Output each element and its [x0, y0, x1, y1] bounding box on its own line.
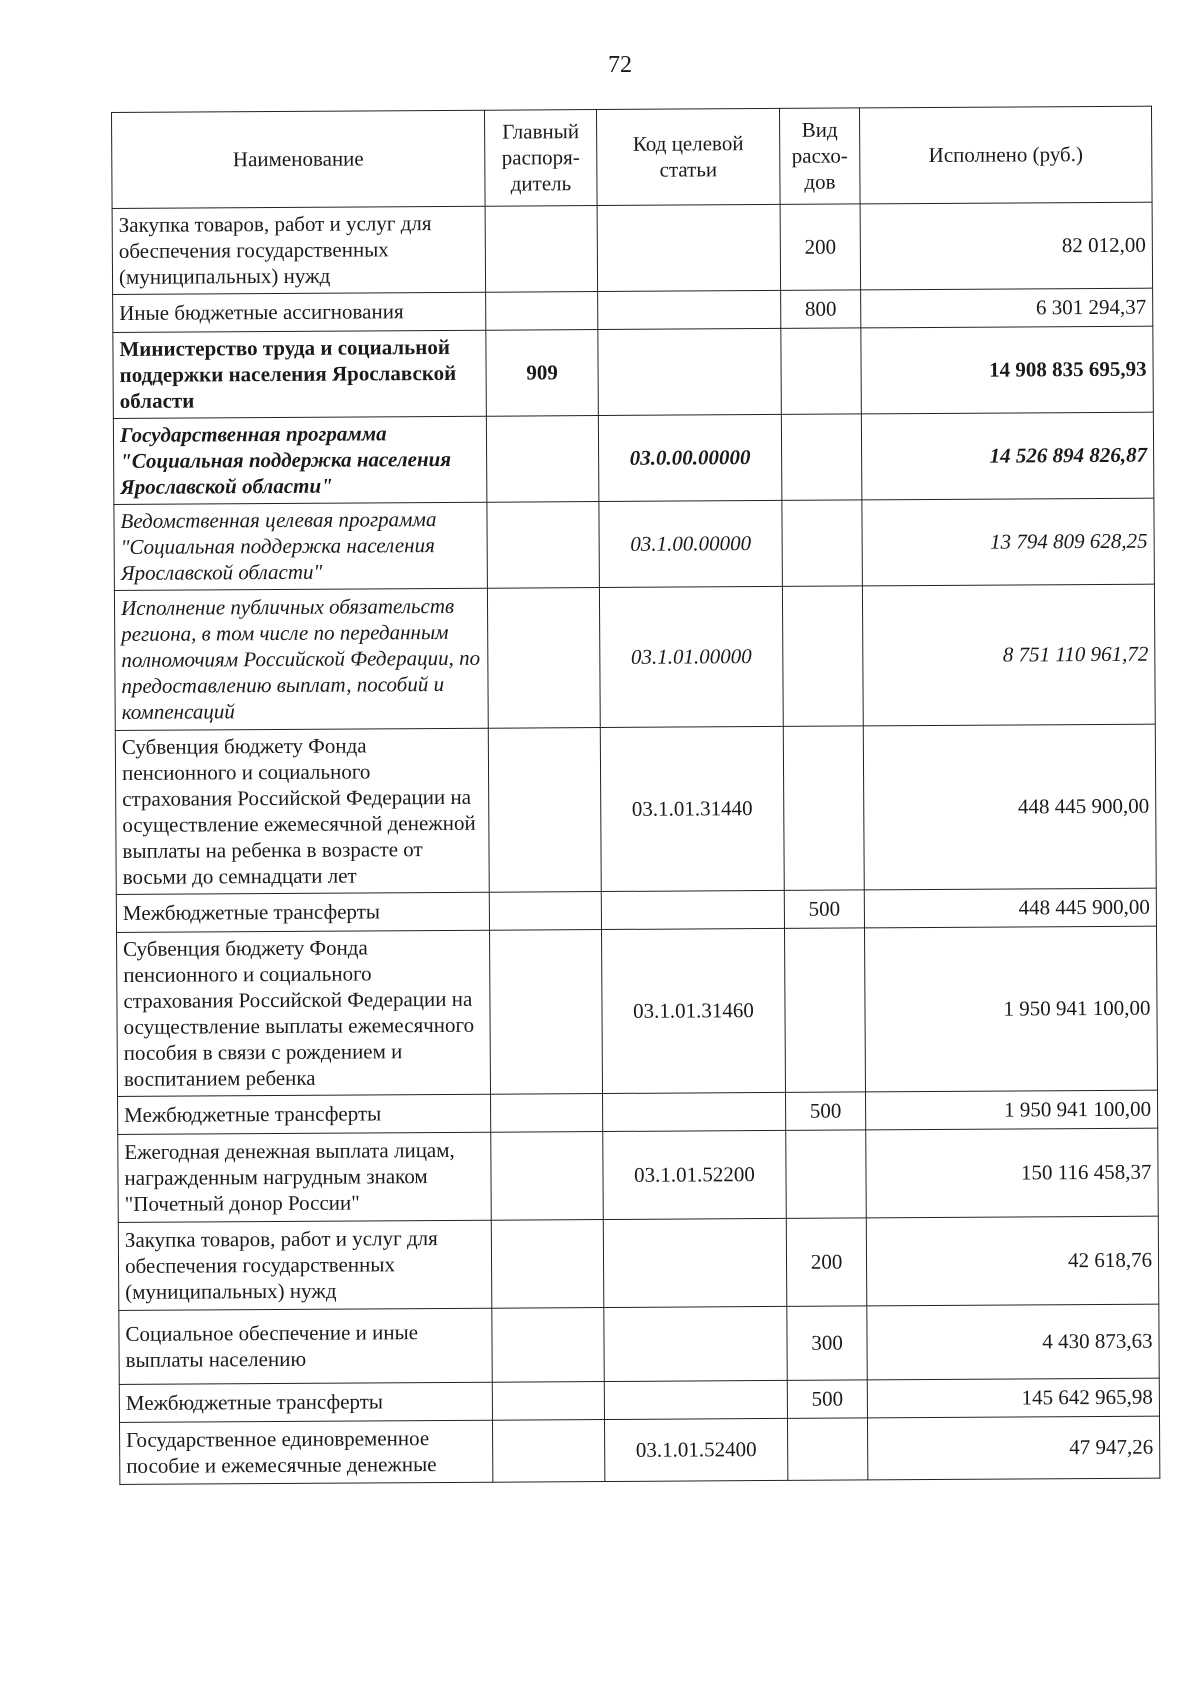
row-executed-cell: 448 445 900,00 — [864, 888, 1156, 928]
row-admin-cell: 909 — [486, 330, 599, 417]
row-name-cell: Субвенция бюджету Фонда пенсионного и социального страхования Российской Федерации на осуществление выплаты ежемесячного пособия в связи с рождением и воспитанием ребенка — [117, 930, 491, 1096]
row-admin-cell — [488, 728, 601, 893]
row-name-cell: Межбюджетные трансферты — [118, 1094, 491, 1134]
table-body — [112, 202, 1160, 1484]
row-executed-cell: 14 908 835 695,93 — [861, 326, 1154, 414]
table-row — [114, 584, 1155, 730]
row-name-cell: Закупка товаров, работ и услуг для обеспечения государственных (муниципальных) нужд — [112, 206, 486, 294]
row-executed-cell: 14 526 894 826,87 — [861, 412, 1154, 500]
table-row — [119, 1304, 1159, 1384]
row-name-cell: Министерство труда и социальной поддержки населения Ярославской области — [113, 330, 487, 418]
header-name: Наименование — [112, 110, 486, 208]
table-row — [113, 288, 1153, 332]
row-name-cell: Закупка товаров, работ и услуг для обеспечения государственных (муниципальных) нужд — [118, 1220, 492, 1310]
row-type-cell — [782, 500, 863, 586]
row-type-cell — [783, 726, 864, 890]
row-code-cell: 03.1.01.00000 — [599, 586, 783, 727]
table-row — [115, 724, 1156, 894]
row-admin-cell — [491, 1094, 603, 1133]
row-executed-cell: 1 950 941 100,00 — [865, 1090, 1157, 1130]
row-executed-cell: 47 947,26 — [867, 1416, 1159, 1480]
row-type-cell: 800 — [781, 290, 861, 328]
row-executed-cell: 8 751 110 961,72 — [862, 584, 1155, 726]
table-header-row — [112, 106, 1153, 208]
row-name-cell: Государственная программа "Социальная поддержка населения Ярославской области" — [113, 416, 487, 504]
row-name-cell: Государственное единовременное пособие и ежемесячные денежные — [120, 1420, 493, 1484]
row-code-cell: 03.1.01.31440 — [600, 726, 784, 891]
table-row — [114, 498, 1155, 590]
row-executed-cell: 1 950 941 100,00 — [864, 926, 1157, 1092]
header-executed: Исполнено (руб.) — [859, 106, 1152, 204]
row-type-cell: 300 — [787, 1306, 867, 1380]
row-type-cell: 200 — [780, 204, 861, 290]
table-row — [120, 1416, 1160, 1484]
row-executed-cell: 150 116 458,37 — [866, 1128, 1159, 1218]
row-executed-cell: 13 794 809 628,25 — [862, 498, 1155, 586]
row-code-cell — [604, 1380, 787, 1419]
row-executed-cell: 4 430 873,63 — [867, 1304, 1159, 1380]
row-admin-cell — [485, 206, 598, 293]
row-admin-cell — [486, 292, 598, 331]
row-type-cell: 500 — [787, 1380, 867, 1418]
row-name-cell: Исполнение публичных обязательств региона, в том числе по переданным полномочиям Российской Федерации, по предоставлению выплат, пособий и компенсаций — [114, 588, 488, 730]
table-row — [116, 888, 1156, 932]
table-row — [113, 326, 1154, 418]
row-admin-cell — [491, 1220, 604, 1309]
row-code-cell: 03.0.00.00000 — [598, 414, 782, 501]
row-executed-cell: 448 445 900,00 — [863, 724, 1156, 890]
row-name-cell: Социальное обеспечение и иные выплаты населению — [119, 1308, 492, 1384]
table-row — [113, 412, 1154, 504]
row-code-cell: 03.1.01.31460 — [602, 928, 786, 1093]
row-code-cell — [603, 1092, 786, 1131]
table-row — [118, 1128, 1159, 1222]
row-executed-cell: 42 618,76 — [866, 1216, 1159, 1306]
row-type-cell: 500 — [784, 890, 864, 928]
row-code-cell — [603, 1218, 787, 1307]
row-executed-cell: 145 642 965,98 — [867, 1378, 1159, 1418]
row-name-cell: Ведомственная целевая программа "Социальная поддержка населения Ярославской области" — [114, 502, 488, 590]
row-code-cell: 03.1.01.52200 — [603, 1130, 787, 1219]
row-admin-cell — [490, 930, 603, 1095]
header-type: Вид расхо-дов — [779, 108, 860, 204]
row-type-cell: 500 — [786, 1092, 866, 1130]
row-code-cell: 03.1.01.52400 — [604, 1418, 787, 1481]
table-row — [119, 1378, 1159, 1422]
row-name-cell: Ежегодная денежная выплата лицам, награжденным нагрудным знаком "Почетный донор России" — [118, 1132, 492, 1222]
row-admin-cell — [492, 1382, 604, 1421]
row-admin-cell — [487, 588, 600, 729]
row-executed-cell: 6 301 294,37 — [861, 288, 1153, 328]
row-admin-cell — [492, 1308, 604, 1383]
row-admin-cell — [491, 1132, 604, 1221]
row-admin-cell — [492, 1420, 604, 1483]
row-code-cell — [604, 1306, 787, 1381]
row-type-cell — [787, 1418, 867, 1480]
row-admin-cell — [489, 892, 601, 931]
row-name-cell: Субвенция бюджету Фонда пенсионного и социального страхования Российской Федерации на осуществление ежемесячной денежной выплаты на ребенка в возрасте от восьми до семнадцати лет — [115, 728, 489, 894]
row-code-cell — [597, 204, 781, 291]
header-admin: Главный распоря-дитель — [484, 110, 597, 207]
budget-table-container — [111, 106, 1159, 1485]
table-row — [118, 1216, 1159, 1310]
row-type-cell: 200 — [786, 1218, 867, 1306]
row-code-cell — [601, 890, 784, 929]
row-type-cell — [782, 586, 863, 726]
row-name-cell: Иные бюджетные ассигнования — [113, 292, 486, 332]
row-code-cell: 03.1.00.00000 — [599, 500, 783, 587]
row-type-cell — [784, 928, 865, 1092]
row-admin-cell — [486, 416, 599, 503]
row-admin-cell — [487, 502, 600, 589]
header-code: Код целевой статьи — [596, 108, 780, 205]
table-row — [118, 1090, 1158, 1134]
budget-table — [111, 106, 1160, 1485]
row-code-cell — [598, 290, 781, 329]
row-name-cell: Межбюджетные трансферты — [119, 1382, 492, 1422]
table-row — [117, 926, 1158, 1096]
table-row — [112, 202, 1153, 294]
row-type-cell — [781, 414, 862, 500]
page-number: 72 — [608, 52, 632, 78]
row-type-cell — [786, 1130, 867, 1218]
row-code-cell — [598, 328, 782, 415]
row-executed-cell: 82 012,00 — [860, 202, 1153, 290]
row-name-cell: Межбюджетные трансферты — [116, 892, 489, 932]
row-type-cell — [781, 328, 862, 414]
